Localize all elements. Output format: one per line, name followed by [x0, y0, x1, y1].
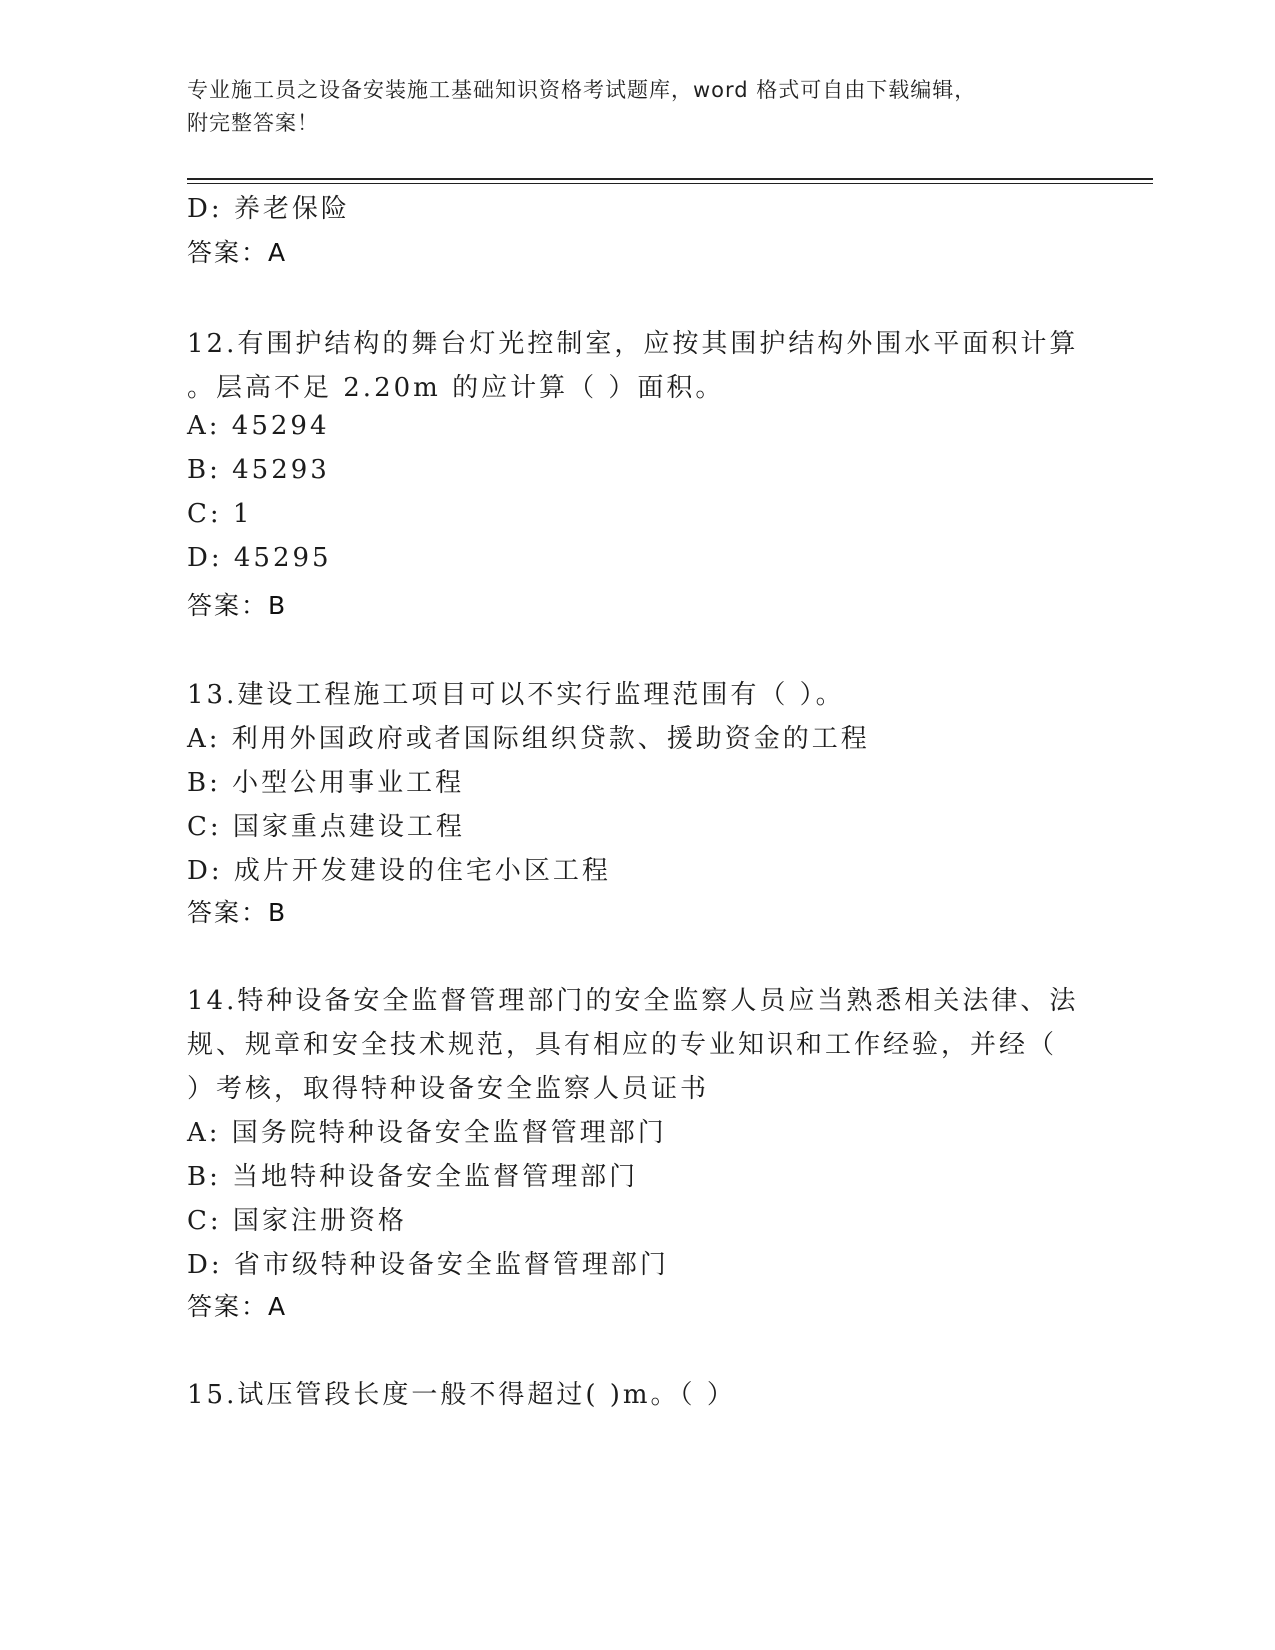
q12-option-d: D: 45295	[187, 543, 332, 573]
q14-stem-line-3: ）考核，取得特种设备安全监察人员证书	[187, 1074, 710, 1104]
header-divider-thick	[187, 178, 1153, 180]
q12-stem-line-2: 。层高不足 2.20m 的应计算（ ）面积。	[187, 373, 725, 403]
q13-option-c: C: 国家重点建设工程	[187, 812, 465, 842]
q11-option-d: D: 养老保险	[187, 194, 350, 224]
q12-stem-line-1: 12.有围护结构的舞台灯光控制室，应按其围护结构外围水平面积计算	[187, 329, 1079, 359]
q14-stem-line-2: 规、规章和安全技术规范，具有相应的专业知识和工作经验，并经（	[187, 1030, 1058, 1060]
document-header	[187, 74, 1067, 140]
q14-stem-line-1: 14.特种设备安全监督管理部门的安全监察人员应当熟悉相关法律、法	[187, 986, 1079, 1016]
q11-answer: 答案：A	[187, 238, 288, 267]
q12-option-c: C: 1	[187, 499, 253, 529]
q14-option-d: D: 省市级特种设备安全监督管理部门	[187, 1250, 669, 1280]
q12-answer: 答案：B	[187, 591, 288, 620]
header-title-line-2: 附完整答案！	[187, 111, 319, 135]
q12-option-a: A: 45294	[187, 411, 330, 441]
q14-option-b: B: 当地特种设备安全监督管理部门	[187, 1162, 639, 1192]
q13-option-d: D: 成片开发建设的住宅小区工程	[187, 856, 611, 886]
q13-answer: 答案：B	[187, 898, 288, 927]
q12-option-b: B: 45293	[187, 455, 330, 485]
q14-option-c: C: 国家注册资格	[187, 1206, 407, 1236]
q13-stem-line-1: 13.建设工程施工项目可以不实行监理范围有（ ）。	[187, 680, 845, 710]
header-divider-thin	[187, 183, 1153, 184]
q14-answer: 答案：A	[187, 1292, 288, 1321]
q14-option-a: A: 国务院特种设备安全监督管理部门	[187, 1118, 667, 1148]
q13-option-a: A: 利用外国政府或者国际组织贷款、援助资金的工程	[187, 724, 870, 754]
q15-stem-line-1: 15.试压管段长度一般不得超过( )m。（ ）	[187, 1380, 736, 1410]
header-title-line-1: 专业施工员之设备安装施工基础知识资格考试题库，word 格式可自由下载编辑，	[187, 78, 977, 102]
q13-option-b: B: 小型公用事业工程	[187, 768, 465, 798]
